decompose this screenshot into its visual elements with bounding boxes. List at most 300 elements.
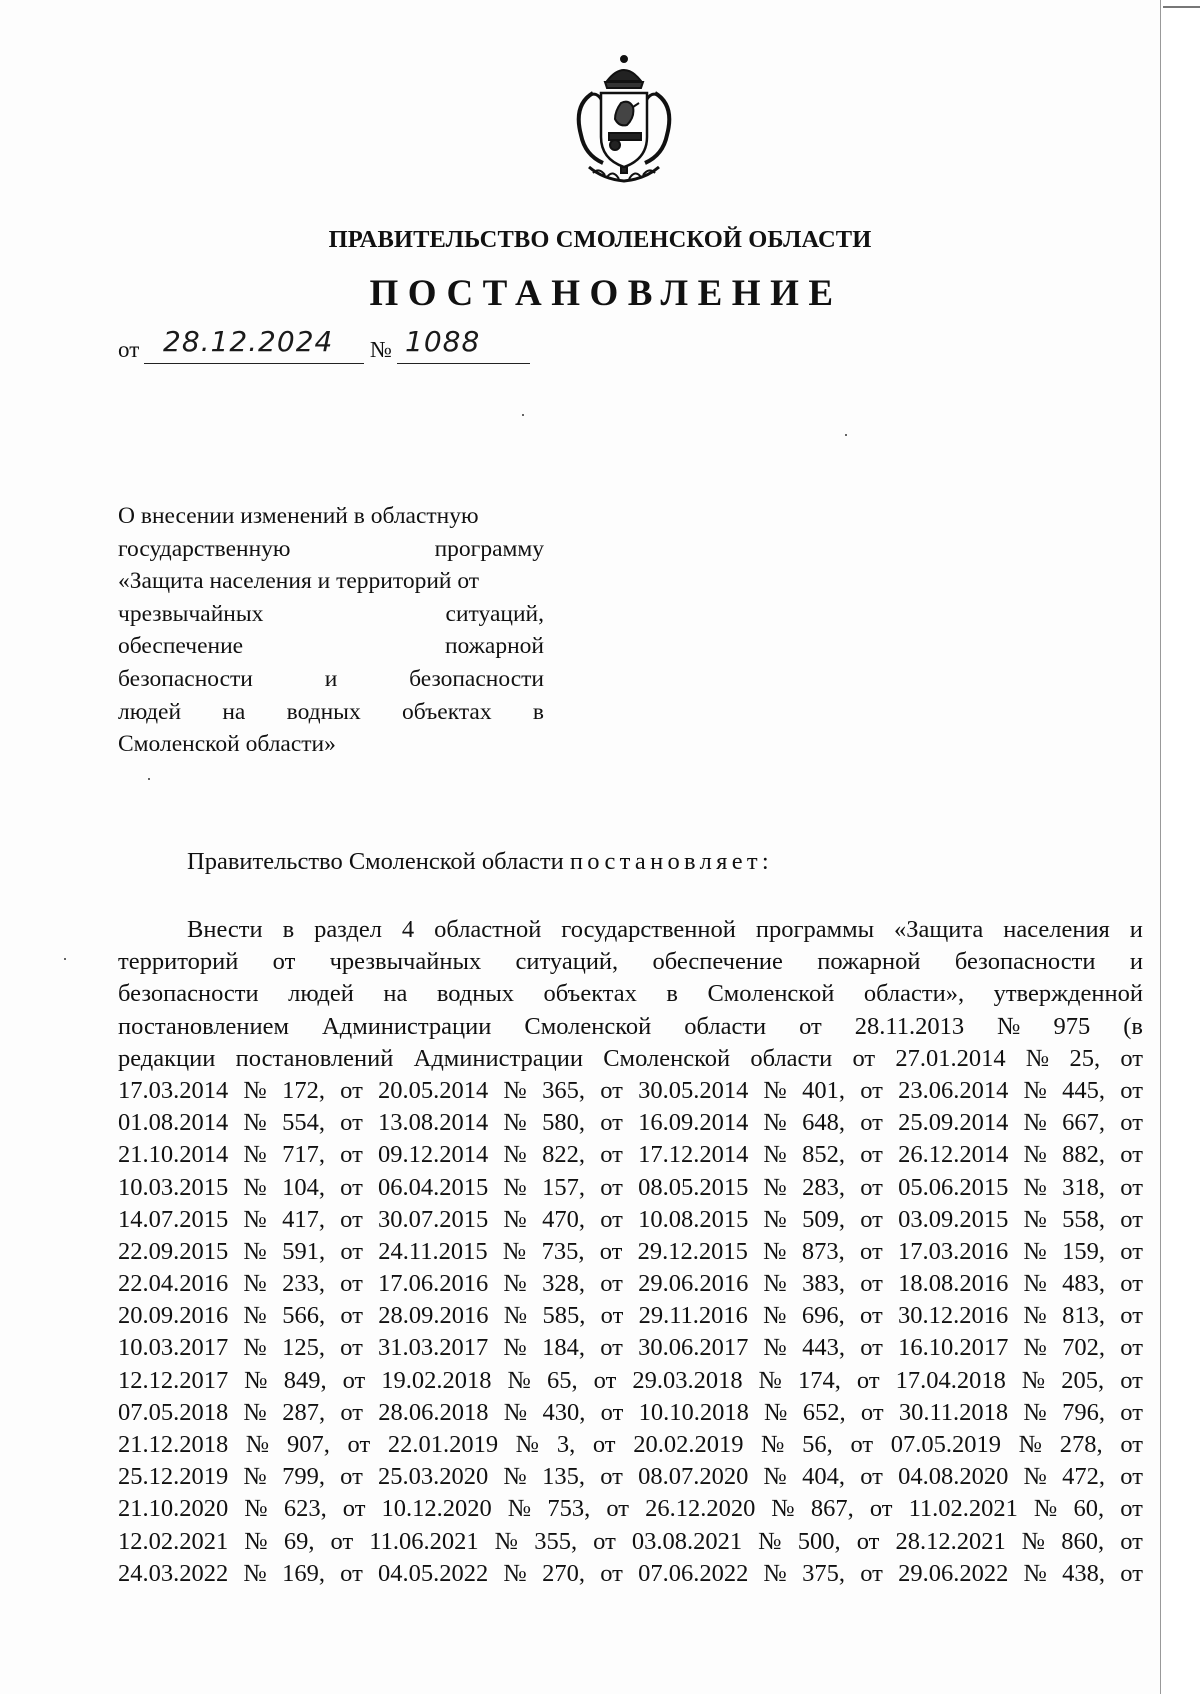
number-label: №: [370, 337, 392, 362]
body-word: 696,: [801, 1302, 845, 1330]
body-word: 580,: [542, 1109, 585, 1137]
body-word: 813,: [1062, 1302, 1106, 1330]
body-word: №: [1023, 1334, 1047, 1362]
body-word: 24.03.2022: [118, 1559, 229, 1587]
body-word: 648,: [802, 1109, 846, 1137]
body-word: 26.12.2014: [898, 1141, 1009, 1169]
subject-word: на: [222, 698, 246, 725]
body-word: №: [503, 1141, 527, 1169]
body-word: №: [243, 1302, 267, 1330]
body-word: от: [599, 1237, 623, 1265]
body-word: 287,: [282, 1398, 326, 1426]
body-word: №: [503, 1076, 527, 1104]
body-word: №: [244, 1495, 268, 1523]
body-word: 11.06.2021: [369, 1527, 479, 1555]
body-word: 867,: [810, 1495, 854, 1523]
body-word: от: [860, 1270, 883, 1298]
body-word: 20.09.2016: [118, 1302, 229, 1330]
body-word: 404,: [802, 1463, 846, 1491]
body-word: от: [860, 1205, 883, 1233]
body-word: 401,: [802, 1076, 846, 1104]
body-line: [118, 1461, 1143, 1493]
body-word: программы: [755, 916, 875, 943]
body-word: 28.11.2013: [854, 1012, 965, 1040]
body-line: [118, 1236, 1143, 1268]
body-line: [118, 1139, 1143, 1171]
body-word: от: [340, 1270, 363, 1298]
body-word: от: [347, 1431, 371, 1458]
body-word: №: [1023, 1109, 1047, 1137]
body-word: постановлением: [118, 1012, 290, 1040]
body-word: 907,: [286, 1431, 330, 1458]
body-word: от: [600, 1270, 623, 1298]
subject-word: Смоленской области»: [118, 731, 336, 758]
body-word: №: [1018, 1431, 1043, 1458]
body-word: 23.06.2014: [898, 1076, 1009, 1104]
body-word: 17.04.2018: [895, 1366, 1006, 1394]
body-word: от: [860, 1173, 883, 1201]
subject-word: «Защита населения и территорий от: [118, 568, 480, 595]
body-word: №: [758, 1366, 782, 1394]
body-word: №: [1023, 1173, 1047, 1201]
body-word: №: [507, 1495, 532, 1523]
body-word: в: [282, 916, 295, 943]
body-word: чрезвычайных: [329, 948, 482, 976]
body-word: областной: [434, 916, 542, 943]
body-word: №: [244, 1527, 268, 1555]
body-word: 169,: [282, 1559, 325, 1587]
body-word: 30.11.2018: [898, 1398, 1009, 1426]
body-word: водных: [436, 980, 515, 1008]
body-line: [118, 1558, 1143, 1590]
body-word: №: [243, 1559, 267, 1587]
body-word: 28.06.2018: [378, 1398, 489, 1426]
subject-line: [118, 598, 544, 631]
body-word: 65,: [546, 1366, 578, 1394]
body-word: 500,: [797, 1527, 841, 1555]
document-type-title: ПОСТАНОВЛЕНИЕ: [369, 273, 843, 314]
body-word: от: [1120, 1141, 1143, 1169]
scan-speck: [845, 434, 847, 436]
body-word: от: [340, 1205, 363, 1233]
body-word: №: [1025, 1044, 1050, 1072]
body-word: №: [243, 1398, 267, 1426]
body-word: 125,: [282, 1334, 325, 1362]
body-word: 07.06.2022: [638, 1559, 749, 1587]
body-word: 22.09.2015: [118, 1237, 229, 1265]
body-word: 69,: [283, 1527, 315, 1555]
body-word: 509,: [802, 1205, 846, 1233]
body-word: (в: [1123, 1012, 1143, 1040]
body-word: 06.04.2015: [378, 1173, 489, 1201]
body-word: 20.05.2014: [378, 1076, 489, 1104]
body-word: 07.05.2019: [890, 1431, 1002, 1458]
body-word: 24.11.2015: [378, 1237, 488, 1265]
body-line: [118, 1268, 1143, 1300]
body-word: «Защита: [894, 916, 984, 943]
body-word: области: [684, 1012, 767, 1040]
body-word: №: [764, 1398, 788, 1426]
body-word: 05.06.2015: [898, 1173, 1009, 1201]
body-word: №: [503, 1270, 527, 1298]
body-line: [118, 978, 1143, 1010]
body-word: №: [1023, 1076, 1047, 1104]
body-word: №: [503, 1398, 528, 1426]
body-word: 383,: [802, 1270, 846, 1298]
body-word: №: [243, 1173, 267, 1201]
body-word: 18.08.2016: [898, 1270, 1009, 1298]
body-word: и: [1129, 916, 1143, 943]
body-word: №: [997, 1012, 1021, 1040]
body-word: 16.10.2017: [898, 1334, 1009, 1362]
body-word: от: [600, 1173, 623, 1201]
body-word: 10.12.2020: [381, 1495, 492, 1523]
body-word: безопасности: [118, 980, 259, 1008]
body-word: от: [860, 1398, 884, 1426]
body-word: от: [856, 1527, 880, 1555]
body-word: №: [494, 1527, 519, 1555]
body-word: от: [852, 1044, 876, 1072]
body-word: 28.12.2021: [895, 1527, 1006, 1555]
body-word: от: [593, 1366, 617, 1394]
body-word: от: [340, 1398, 363, 1426]
body-word: от: [330, 1527, 354, 1555]
body-word: 25.03.2020: [378, 1463, 489, 1491]
body-word: №: [1023, 1559, 1047, 1587]
date-underline: [144, 363, 364, 364]
body-word: от: [1120, 1366, 1143, 1394]
body-word: 25.09.2014: [898, 1109, 1009, 1137]
body-word: редакции: [118, 1044, 216, 1072]
subject-word: и: [324, 665, 338, 692]
body-word: 184,: [542, 1334, 585, 1362]
body-word: от: [860, 1109, 883, 1137]
body-word: от: [342, 1366, 366, 1394]
body-word: от: [1120, 1205, 1143, 1233]
body-word: №: [503, 1463, 527, 1491]
body-word: №: [1023, 1302, 1047, 1330]
body-word: от: [340, 1302, 363, 1330]
body-word: от: [1120, 1559, 1143, 1587]
body-word: 09.12.2014: [378, 1141, 489, 1169]
body-word: раздел: [314, 916, 382, 943]
body-word: Внести: [187, 916, 263, 943]
body-word: 860,: [1061, 1527, 1105, 1555]
body-word: №: [507, 1366, 531, 1394]
body-word: 472,: [1062, 1463, 1106, 1491]
body-word: 205,: [1061, 1366, 1105, 1394]
body-word: от: [600, 1398, 624, 1426]
body-word: государственной: [561, 916, 736, 943]
body-word: 03.09.2015: [898, 1205, 1009, 1233]
body-word: №: [243, 1141, 267, 1169]
body-word: области: [750, 1044, 833, 1072]
body-word: №: [503, 1109, 527, 1137]
body-word: 174,: [798, 1366, 841, 1394]
body-word: от: [1120, 1237, 1143, 1265]
subject-line: [118, 663, 544, 696]
body-word: 26.12.2020: [645, 1495, 756, 1523]
body-word: №: [763, 1205, 787, 1233]
body-word: 21.12.2018: [118, 1431, 229, 1458]
body-word: №: [763, 1141, 787, 1169]
body-word: 17.06.2016: [378, 1270, 489, 1298]
body-word: от: [600, 1559, 623, 1587]
body-word: людей: [288, 980, 354, 1008]
body-word: 445,: [1062, 1076, 1106, 1104]
body-word: 27.01.2014: [895, 1044, 1006, 1072]
page-edge-mark: [1163, 6, 1200, 8]
body-word: Смоленской: [524, 1012, 652, 1040]
body-word: от: [340, 1109, 363, 1137]
body-word: от: [1120, 1495, 1143, 1523]
body-word: Смоленской: [707, 980, 835, 1008]
body-word: 438,: [1062, 1559, 1106, 1587]
body-word: 11.02.2021: [908, 1495, 1018, 1523]
body-word: 104,: [282, 1173, 325, 1201]
body-word: 56,: [802, 1431, 833, 1458]
body-word: 29.11.2016: [638, 1302, 748, 1330]
body-word: 735,: [541, 1237, 585, 1265]
body-word: 822,: [542, 1141, 585, 1169]
body-word: от: [860, 1463, 883, 1491]
body-word: от: [272, 948, 296, 976]
body-word: 29.06.2022: [898, 1559, 1009, 1587]
subject-line: [118, 728, 544, 761]
body-word: от: [1120, 1398, 1143, 1426]
body-word: №: [245, 1431, 270, 1458]
body-word: 375,: [802, 1559, 846, 1587]
body-word: №: [502, 1237, 527, 1265]
body-word: обеспечение: [652, 948, 783, 976]
body-line: [118, 1107, 1143, 1139]
body-word: 318,: [1062, 1173, 1106, 1201]
body-word: 355,: [534, 1527, 578, 1555]
scan-speck: [522, 414, 524, 416]
number-value-handwritten: 1088: [405, 325, 481, 358]
body-word: 882,: [1062, 1141, 1106, 1169]
body-word: от: [860, 1141, 883, 1169]
body-word: 22.04.2016: [118, 1270, 229, 1298]
body-word: от: [860, 1237, 883, 1265]
body-word: 172,: [282, 1076, 325, 1104]
body-word: 558,: [1062, 1205, 1106, 1233]
body-line: [118, 1043, 1143, 1075]
body-word: 20.02.2019: [633, 1431, 744, 1458]
body-word: от: [1120, 1270, 1143, 1298]
body-word: от: [340, 1173, 363, 1201]
body-word: 10.10.2018: [638, 1398, 749, 1426]
body-word: 25,: [1069, 1044, 1101, 1072]
document-body: [118, 914, 1143, 1590]
body-word: от: [1120, 1173, 1143, 1201]
body-word: 566,: [282, 1302, 326, 1330]
scan-speck: [148, 778, 150, 780]
body-word: №: [771, 1495, 795, 1523]
subject-word: водных: [286, 698, 361, 725]
subject-word: безопасности: [118, 665, 253, 692]
body-word: №: [244, 1366, 268, 1394]
body-word: 04.05.2022: [378, 1559, 489, 1587]
body-word: Администрации: [322, 1012, 492, 1040]
body-word: 16.09.2014: [638, 1109, 749, 1137]
body-word: 19.02.2018: [381, 1366, 492, 1394]
body-word: 470,: [542, 1205, 585, 1233]
body-word: 12.02.2021: [118, 1527, 229, 1555]
body-word: №: [763, 1173, 787, 1201]
body-word: №: [1021, 1366, 1046, 1394]
body-word: 270,: [542, 1559, 585, 1587]
body-word: 21.10.2014: [118, 1141, 229, 1169]
preamble: [187, 848, 773, 876]
body-word: 667,: [1062, 1109, 1106, 1137]
body-word: от: [799, 1012, 822, 1040]
body-word: 31.03.2017: [378, 1334, 489, 1362]
body-word: от: [850, 1431, 874, 1458]
body-word: 03.08.2021: [631, 1527, 743, 1555]
body-word: от: [600, 1141, 623, 1169]
body-word: №: [1023, 1237, 1047, 1265]
body-word: №: [763, 1559, 787, 1587]
date-label: от: [118, 337, 140, 362]
body-line: [118, 1526, 1143, 1558]
subject-word: ситуаций,: [445, 600, 544, 627]
subject-line: [118, 500, 544, 533]
body-word: от: [342, 1495, 366, 1523]
body-line: [118, 946, 1143, 978]
body-word: 135,: [542, 1463, 585, 1491]
body-word: №: [1034, 1495, 1058, 1523]
body-word: 975: [1053, 1012, 1091, 1040]
subject-word: государственную: [118, 535, 291, 562]
body-word: 29.12.2015: [637, 1237, 748, 1265]
body-word: №: [1023, 1270, 1047, 1298]
body-word: от: [606, 1495, 629, 1523]
body-word: 753,: [547, 1495, 591, 1523]
preamble-text: Правительство Смоленской области: [187, 848, 564, 875]
body-word: 07.05.2018: [118, 1398, 229, 1426]
body-word: 652,: [802, 1398, 846, 1426]
body-word: №: [243, 1270, 267, 1298]
body-word: №: [1023, 1141, 1047, 1169]
number-underline: [397, 363, 530, 364]
preamble-decree-word: постановляет:: [569, 848, 773, 875]
subject-line: [118, 630, 544, 663]
body-word: 10.03.2015: [118, 1173, 229, 1201]
scan-speck: [64, 958, 66, 960]
organization-title: ПРАВИТЕЛЬСТВО СМОЛЕНСКОЙ ОБЛАСТИ: [328, 226, 872, 253]
body-line: [118, 914, 1143, 946]
body-word: 25.12.2019: [118, 1463, 229, 1491]
body-word: постановлений: [235, 1044, 394, 1072]
body-word: от: [1120, 1334, 1143, 1362]
body-line: [118, 1011, 1143, 1043]
body-word: от: [856, 1366, 880, 1394]
body-word: 13.08.2014: [378, 1109, 489, 1137]
body-word: от: [860, 1559, 883, 1587]
body-word: 08.05.2015: [638, 1173, 749, 1201]
body-word: 4: [401, 916, 415, 943]
body-word: №: [503, 1559, 527, 1587]
coat-of-arms-emblem: [563, 55, 685, 187]
body-word: 554,: [282, 1109, 325, 1137]
body-word: утвержденной: [993, 980, 1143, 1008]
body-word: 21.10.2020: [118, 1495, 229, 1523]
body-word: от: [1120, 1044, 1143, 1072]
body-word: от: [860, 1302, 883, 1330]
body-word: от: [340, 1141, 363, 1169]
body-word: населения: [1003, 916, 1110, 943]
body-word: 01.08.2014: [118, 1109, 229, 1137]
body-word: №: [758, 1527, 782, 1555]
body-word: №: [503, 1334, 527, 1362]
body-word: 30.06.2017: [638, 1334, 749, 1362]
body-word: №: [243, 1109, 267, 1137]
body-word: от: [340, 1334, 363, 1362]
body-word: от: [340, 1237, 363, 1265]
body-word: №: [243, 1205, 267, 1233]
body-word: от: [600, 1302, 624, 1330]
body-word: №: [503, 1173, 527, 1201]
body-word: 443,: [802, 1334, 846, 1362]
body-word: 328,: [542, 1270, 585, 1298]
body-word: Администрации: [413, 1044, 583, 1072]
body-word: 28.09.2016: [378, 1302, 489, 1330]
body-line: [118, 1075, 1143, 1107]
body-word: 29.03.2018: [632, 1366, 743, 1394]
body-word: безопасности: [954, 948, 1096, 976]
body-word: 233,: [282, 1270, 325, 1298]
body-word: 08.07.2020: [638, 1463, 749, 1491]
body-word: 591,: [282, 1237, 326, 1265]
body-word: №: [503, 1302, 528, 1330]
body-word: 717,: [282, 1141, 325, 1169]
body-word: от: [1120, 1527, 1143, 1555]
body-word: №: [761, 1431, 785, 1458]
body-word: ситуаций,: [515, 948, 619, 976]
document-subject: [118, 500, 544, 761]
body-word: от: [600, 1205, 623, 1233]
body-word: 17.03.2016: [897, 1237, 1009, 1265]
body-word: от: [1120, 1463, 1143, 1491]
body-line: [118, 1493, 1143, 1525]
body-word: 10.08.2015: [638, 1205, 749, 1233]
body-word: от: [600, 1076, 623, 1104]
body-word: №: [763, 1463, 787, 1491]
body-word: №: [763, 1237, 787, 1265]
body-word: 283,: [802, 1173, 846, 1201]
body-word: №: [503, 1205, 527, 1233]
subject-word: программу: [434, 535, 544, 562]
body-word: 10.03.2017: [118, 1334, 229, 1362]
subject-word: чрезвычайных: [118, 600, 264, 627]
subject-word: объектах: [402, 698, 492, 725]
body-word: от: [600, 1463, 623, 1491]
body-word: 483,: [1062, 1270, 1106, 1298]
body-word: 873,: [801, 1237, 845, 1265]
body-word: от: [340, 1559, 363, 1587]
body-line: [118, 1332, 1143, 1364]
body-word: на: [383, 980, 408, 1008]
subject-word: пожарной: [444, 633, 544, 660]
body-word: №: [1023, 1398, 1047, 1426]
body-word: 30.05.2014: [638, 1076, 749, 1104]
body-word: 3,: [556, 1431, 576, 1458]
body-word: 60,: [1073, 1495, 1105, 1523]
body-word: от: [600, 1334, 623, 1362]
body-word: №: [763, 1109, 787, 1137]
subject-line: [118, 565, 544, 598]
